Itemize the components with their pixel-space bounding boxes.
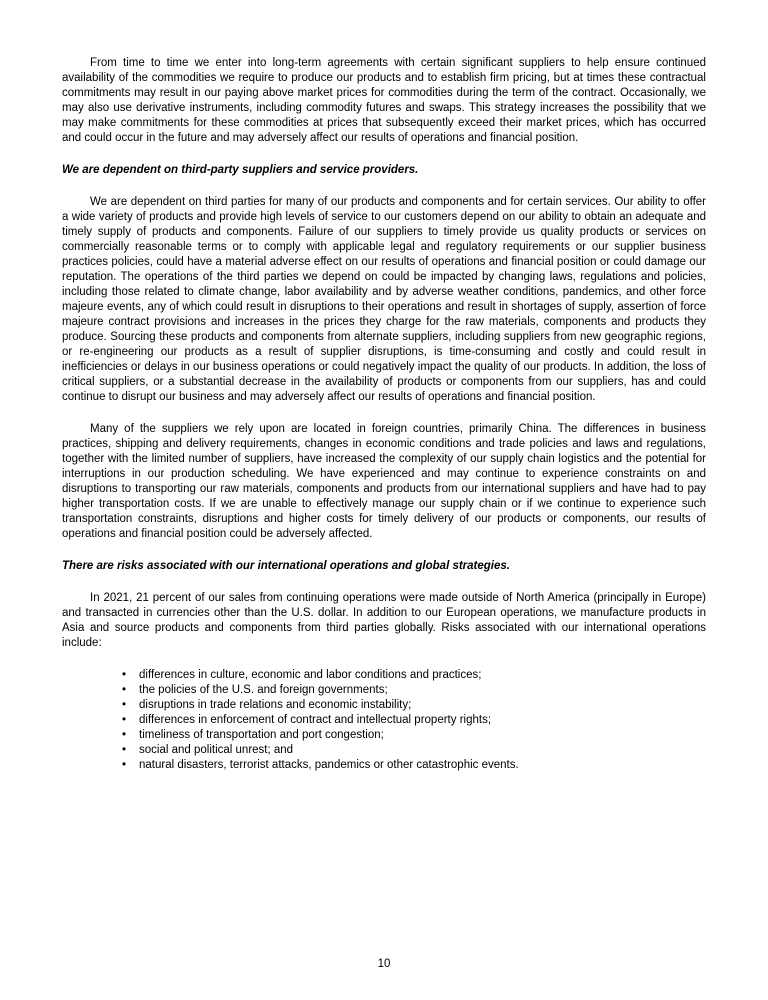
- bullet-item-text: differences in culture, economic and labor conditions and practices;: [139, 669, 482, 681]
- risk-heading-third-party-suppliers: We are dependent on third-party suppliers and service providers.: [62, 164, 419, 176]
- list-item: [122, 743, 706, 758]
- bullet-item-text: the policies of the U.S. and foreign governments;: [139, 684, 388, 696]
- bullet-icon: •: [122, 759, 127, 771]
- paragraph-international-sales: In 2021, 21 percent of our sales from continuing operations were made outside of North America (principally in Europe) and transacted in currencies other than the U.S. dollar. In addition to our European operations, we manufacture products in Asia and source products and components from third parties globally. Risks associated with our international operations include:: [62, 592, 706, 649]
- bullet-item-text: natural disasters, terrorist attacks, pandemics or other catastrophic events.: [139, 759, 519, 771]
- international-risks-bullet-list: [62, 668, 706, 773]
- list-item: [122, 698, 706, 713]
- bullet-icon: •: [122, 699, 127, 711]
- bullet-item-text: timeliness of transportation and port congestion;: [139, 729, 384, 741]
- page-number: 10: [377, 958, 391, 970]
- paragraph-third-party-dependence: We are dependent on third parties for many of our products and components and for certain services. Our ability to offer a wide variety of products and provide high levels of service to our customers depend on our ability to obtain an adequate and timely supply of products and components. Failure of our suppliers to timely provide us quality products or services on commercially reasonable terms or to comply with applicable legal and regulatory requirements or our supplier business practices policies, could have a material adverse effect on our results of operations and financial position or could damage our reputation. The operations of the third parties we depend on could be impacted by changing laws, regulations and policies, including those related to climate change, labor availability and by adverse weather conditions, pandemics, and other force majeure events, any of which could result in disruptions to their operations and result in shortages of supply, assertion of force majeure contract provisions and increases in the prices they charge for the raw materials, components and products they produce. Sourcing these products and components from alternate suppliers, including suppliers from new geographic regions, or re-engineering our products as a result of supplier disruptions, is time-consuming and costly and could result in inefficiencies or delays in our business operations or could negatively impact the quality of our products. In addition, the loss of critical suppliers, or a substantial decrease in the availability of products or components from our suppliers, has and could continue to disrupt our business and may adversely affect our results of operations and financial position.: [62, 196, 706, 403]
- bullet-item-text: differences in enforcement of contract and intellectual property rights;: [139, 714, 492, 726]
- bullet-icon: •: [122, 714, 127, 726]
- risk-heading-international-operations: There are risks associated with our international operations and global strategies.: [62, 560, 510, 572]
- list-item: [122, 758, 706, 773]
- bullet-icon: •: [122, 744, 127, 756]
- list-item: [122, 728, 706, 743]
- bullet-item-text: disruptions in trade relations and economic instability;: [139, 699, 412, 711]
- list-item: [122, 668, 706, 683]
- bullet-icon: •: [122, 684, 127, 696]
- paragraph-foreign-suppliers: Many of the suppliers we rely upon are located in foreign countries, primarily China. The differences in business practices, shipping and delivery requirements, changes in economic conditions and trade policies and laws and regulations, together with the limited number of suppliers, have increased the complexity of our supply chain logistics and the potential for interruptions in our production scheduling. We have experienced and may continue to experience constraints on and disruptions to transporting our raw materials, components and products from our international suppliers and have had to pay higher transportation costs. If we are unable to effectively manage our supply chain or if we continue to experience such transportation constraints, disruptions and higher costs for timely delivery of our products or components, our results of operations and financial position could be adversely affected.: [62, 423, 706, 540]
- list-item: [122, 713, 706, 728]
- bullet-item-text: social and political unrest; and: [139, 744, 294, 756]
- bullet-icon: •: [122, 729, 127, 741]
- list-item: [122, 683, 706, 698]
- bullet-icon: •: [122, 669, 127, 681]
- paragraph-supplier-agreements: From time to time we enter into long-term agreements with certain significant suppliers to help ensure continued availability of the commodities we require to produce our products and to establish firm pricing, but at times these contractual commitments may result in our paying above market prices for commodities during the term of the contract. Occasionally, we may also use derivative instruments, including commodity futures and swaps. This strategy increases the possibility that we may make commitments for these commodities at prices that subsequently exceed their market prices, which has occurred and could occur in the future and may adversely affect our results of operations and financial position.: [62, 57, 706, 144]
